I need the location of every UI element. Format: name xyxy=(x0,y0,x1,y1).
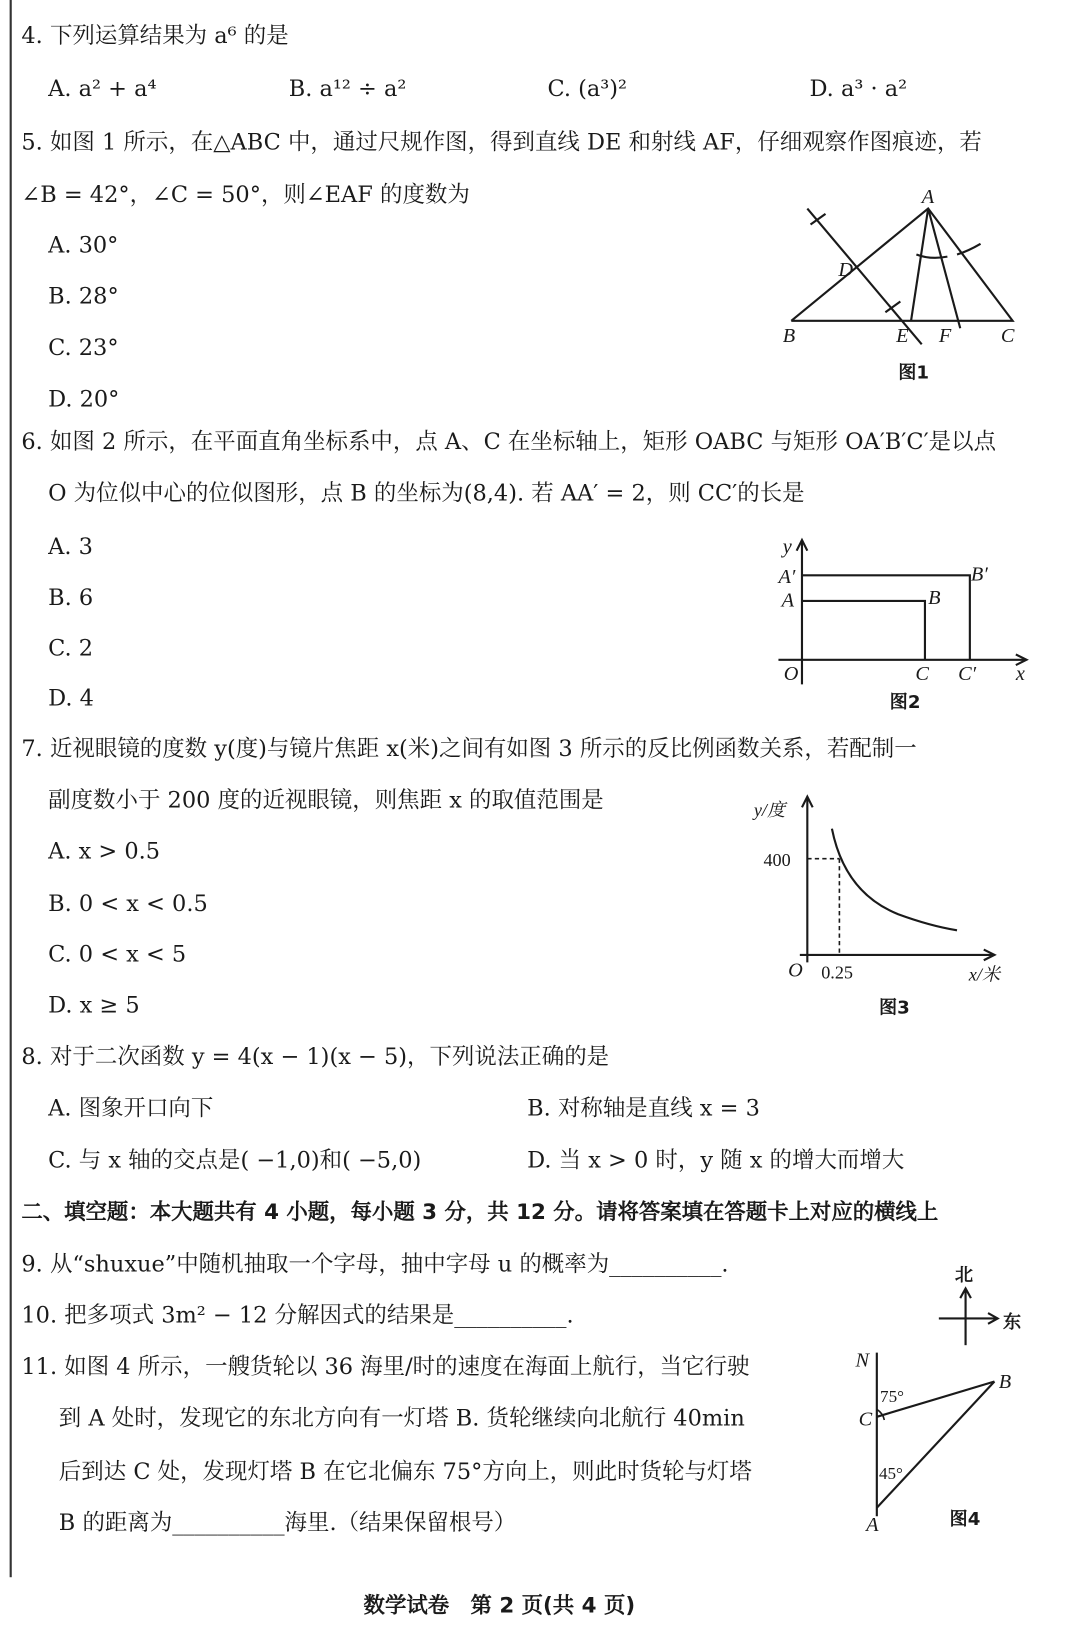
angle-45-label: 45° xyxy=(878,1463,903,1483)
q6-option-d: D. 4 xyxy=(48,685,94,712)
q8-option-a: A. 图象开口向下 xyxy=(48,1094,214,1121)
question-8: 8. 对于二次函数 y = 4(x − 1)(x − 5)，下列说法正确的是 xyxy=(21,1043,610,1070)
label-d: D xyxy=(838,258,854,281)
figure-2 xyxy=(776,536,1026,713)
figure-3 xyxy=(752,797,1002,1019)
question-11-line2: 到 A 处时，发现它的东北方向有一灯塔 B. 货轮继续向北航行 40min xyxy=(58,1405,745,1431)
question-11-line3: 后到达 C 处，发现灯塔 B 在它北偏东 75°方向上，则此时货轮与灯塔 xyxy=(58,1458,752,1485)
tick-0-25: 0.25 xyxy=(821,962,854,983)
q8-option-c: C. 与 x 轴的交点是( −1,0)和( −5,0) xyxy=(48,1147,422,1174)
q5-option-d: D. 20° xyxy=(48,386,120,412)
q6-option-b: B. 6 xyxy=(48,584,94,611)
question-5: 5. 如图 1 所示，在△ABC 中，通过尺规作图，得到直线 DE 和射线 AF，仔细观察作图痕迹，若 xyxy=(21,129,982,156)
q4-option-c: C. (a³)² xyxy=(547,75,628,102)
figure-4 xyxy=(854,1350,1011,1537)
label-a: A xyxy=(921,186,935,209)
question-6-cont: O 为位似中心的位似图形，点 B 的坐标为(8,4). 若 AA′ = 2，则 CC′的长是 xyxy=(48,480,805,506)
inverse-function-curve xyxy=(832,829,957,931)
q7-option-c: C. 0 < x < 5 xyxy=(48,940,187,967)
question-4: 4. 下列运算结果为 a⁶ 的是 xyxy=(21,22,289,49)
arc-mark xyxy=(957,244,981,255)
q4-option-b: B. a¹² ÷ a² xyxy=(288,75,407,102)
y-axis-label: y/度 xyxy=(753,799,786,820)
q4-option-d: D. a³ · a² xyxy=(809,75,908,102)
label-b-prime: B′ xyxy=(970,563,988,586)
label-b: B xyxy=(928,587,941,610)
q7-option-d: D. x ≥ 5 xyxy=(48,992,140,1018)
label-c: C xyxy=(915,663,929,686)
label-b: B xyxy=(782,325,796,348)
label-c-prime: C′ xyxy=(958,663,977,686)
question-6: 6. 如图 2 所示，在平面直角坐标系中，点 A、C 在坐标轴上，矩形 OABC 与矩形 OA′B′C′是以点 xyxy=(21,428,997,455)
label-a-prime: A′ xyxy=(778,565,796,588)
figure-2-caption: 图2 xyxy=(889,691,921,713)
q4-option-a: A. a² + a⁴ xyxy=(48,75,157,102)
rectangle-oa2b2c2 xyxy=(802,575,970,659)
figure-3-caption: 图3 xyxy=(878,997,910,1019)
q6-option-a: A. 3 xyxy=(48,533,93,560)
question-7-cont: 副度数小于 200 度的近视眼镜，则焦距 x 的取值范围是 xyxy=(48,787,604,813)
label-east: 东 xyxy=(1003,1312,1022,1334)
figure-1-caption: 图1 xyxy=(898,362,930,384)
question-10: 10. 把多项式 3m² − 12 分解因式的结果是__________. xyxy=(21,1302,574,1329)
label-a: A xyxy=(781,589,795,612)
q7-option-b: B. 0 < x < 0.5 xyxy=(48,890,208,917)
q6-option-c: C. 2 xyxy=(48,635,94,661)
q8-option-b: B. 对称轴是直线 x = 3 xyxy=(527,1094,760,1121)
label-b: B xyxy=(998,1370,1012,1393)
label-f: F xyxy=(938,325,952,348)
label-y: y xyxy=(782,535,792,558)
label-o: O xyxy=(788,959,803,982)
label-e: E xyxy=(896,325,909,348)
segment-ae xyxy=(911,209,928,321)
label-x: x xyxy=(1015,663,1025,686)
q5-option-b: B. 28° xyxy=(48,283,119,310)
label-c: C xyxy=(1000,325,1015,348)
question-9: 9. 从“shuxue”中随机抽取一个字母，抽中字母 u 的概率为__________. xyxy=(21,1251,729,1277)
q8-option-d: D. 当 x > 0 时，y 随 x 的增大而增大 xyxy=(527,1147,905,1174)
label-o: O xyxy=(783,663,799,686)
question-11: 11. 如图 4 所示，一艘货轮以 36 海里/时的速度在海面上航行，当它行驶 xyxy=(21,1353,750,1380)
figure-4-caption: 图4 xyxy=(949,1508,981,1530)
q5-option-c: C. 23° xyxy=(48,334,119,361)
x-axis-label: x/米 xyxy=(968,964,1001,985)
label-n: N xyxy=(855,1349,869,1372)
label-c: C xyxy=(858,1408,873,1431)
page-footer: 数学试卷 第 2 页(共 4 页) xyxy=(363,1592,636,1618)
label-a: A xyxy=(866,1514,879,1537)
section-2-heading: 二、填空题：本大题共有 4 小题，每小题 3 分，共 12 分。请将答案填在答题卡上对应的横线上 xyxy=(21,1198,939,1225)
label-north: 北 xyxy=(954,1265,974,1287)
tick-400: 400 xyxy=(763,850,791,871)
triangle-abc xyxy=(791,209,1012,321)
question-11-line4: B 的距离为__________海里.（结果保留根号） xyxy=(58,1509,517,1536)
ray-af xyxy=(928,209,960,329)
compass xyxy=(939,1265,1022,1345)
rectangle-oabc xyxy=(802,601,925,660)
angle-75-label: 75° xyxy=(880,1386,904,1406)
question-5-cont: ∠B = 42°，∠C = 50°，则∠EAF 的度数为 xyxy=(21,181,470,208)
q7-option-a: A. x > 0.5 xyxy=(48,838,161,864)
question-7: 7. 近视眼镜的度数 y(度)与镜片焦距 x(米)之间有如图 3 所示的反比例函数关系，若配制一 xyxy=(21,735,917,762)
figure-1 xyxy=(783,186,1015,383)
q5-option-a: A. 30° xyxy=(48,232,119,258)
